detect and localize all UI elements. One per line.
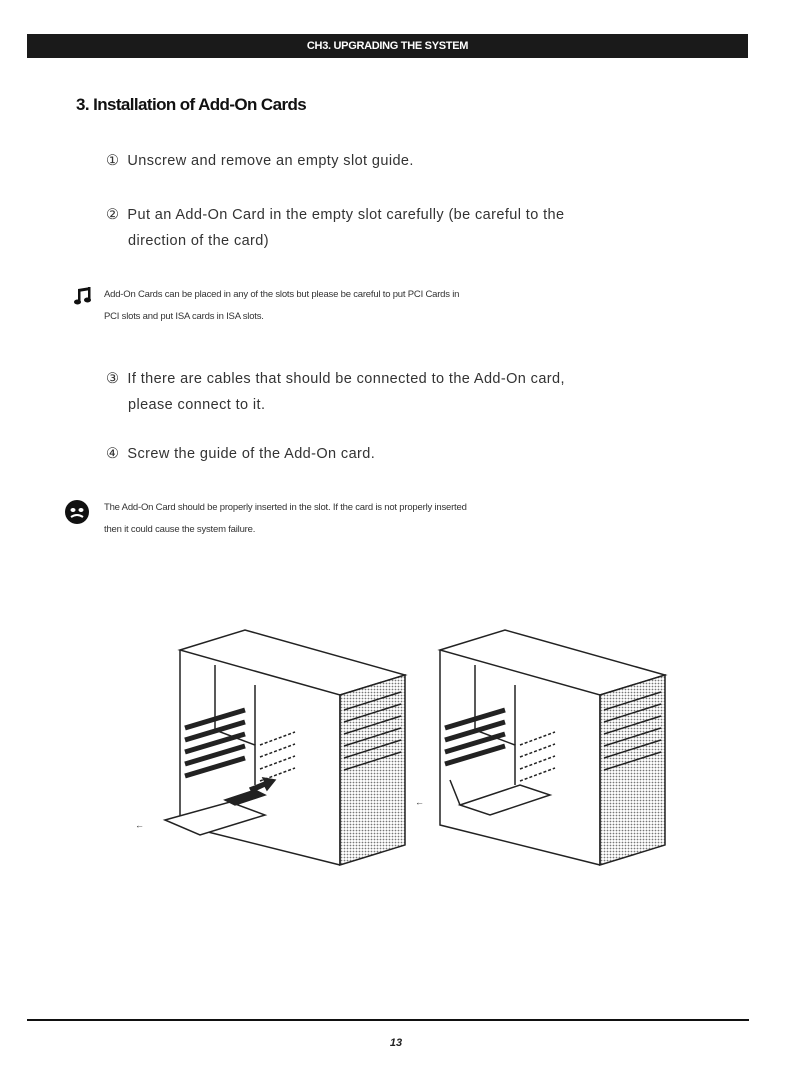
step-text-continued: please connect to it. [128, 397, 266, 413]
card-label-icon: ← [415, 797, 424, 807]
step-3 [106, 366, 726, 418]
note-line: then it could cause the system failure. [104, 524, 256, 535]
step-text: Put an Add-On Card in the empty slot carefully (be careful to the [127, 207, 565, 223]
step-text-continued: direction of the card) [128, 233, 269, 249]
warning-face-icon [64, 499, 90, 534]
step-2 [106, 202, 726, 254]
footer-divider [27, 1019, 749, 1021]
computer-case-right [440, 630, 665, 865]
note-line: Add-On Cards can be placed in any of the slots but please be careful to put PCI Cards in [104, 289, 460, 300]
step-number: ② [106, 207, 120, 223]
music-note-icon [74, 286, 96, 315]
add-on-card-illustration [130, 610, 670, 875]
section-title: 3. Installation of Add-On Cards [76, 95, 307, 114]
step-number: ③ [106, 371, 120, 387]
page-number: 13 [389, 1037, 403, 1049]
step-number: ① [106, 153, 120, 169]
note-line: The Add-On Card should be properly inserted in the slot. If the card is not properly inserted [104, 502, 467, 513]
step-text: If there are cables that should be connected to the Add-On card, [127, 371, 565, 387]
step-text: Screw the guide of the Add-On card. [127, 446, 376, 462]
computer-case-left [165, 630, 405, 865]
step-text: Unscrew and remove an empty slot guide. [127, 153, 414, 169]
step-1 [106, 148, 726, 174]
step-4 [106, 441, 726, 467]
chapter-header: CH3. UPGRADING THE SYSTEM [27, 34, 748, 58]
note-line: PCI slots and put ISA cards in ISA slots. [104, 311, 264, 322]
card-label-icon: ← [135, 820, 144, 830]
step-number: ④ [106, 446, 120, 462]
